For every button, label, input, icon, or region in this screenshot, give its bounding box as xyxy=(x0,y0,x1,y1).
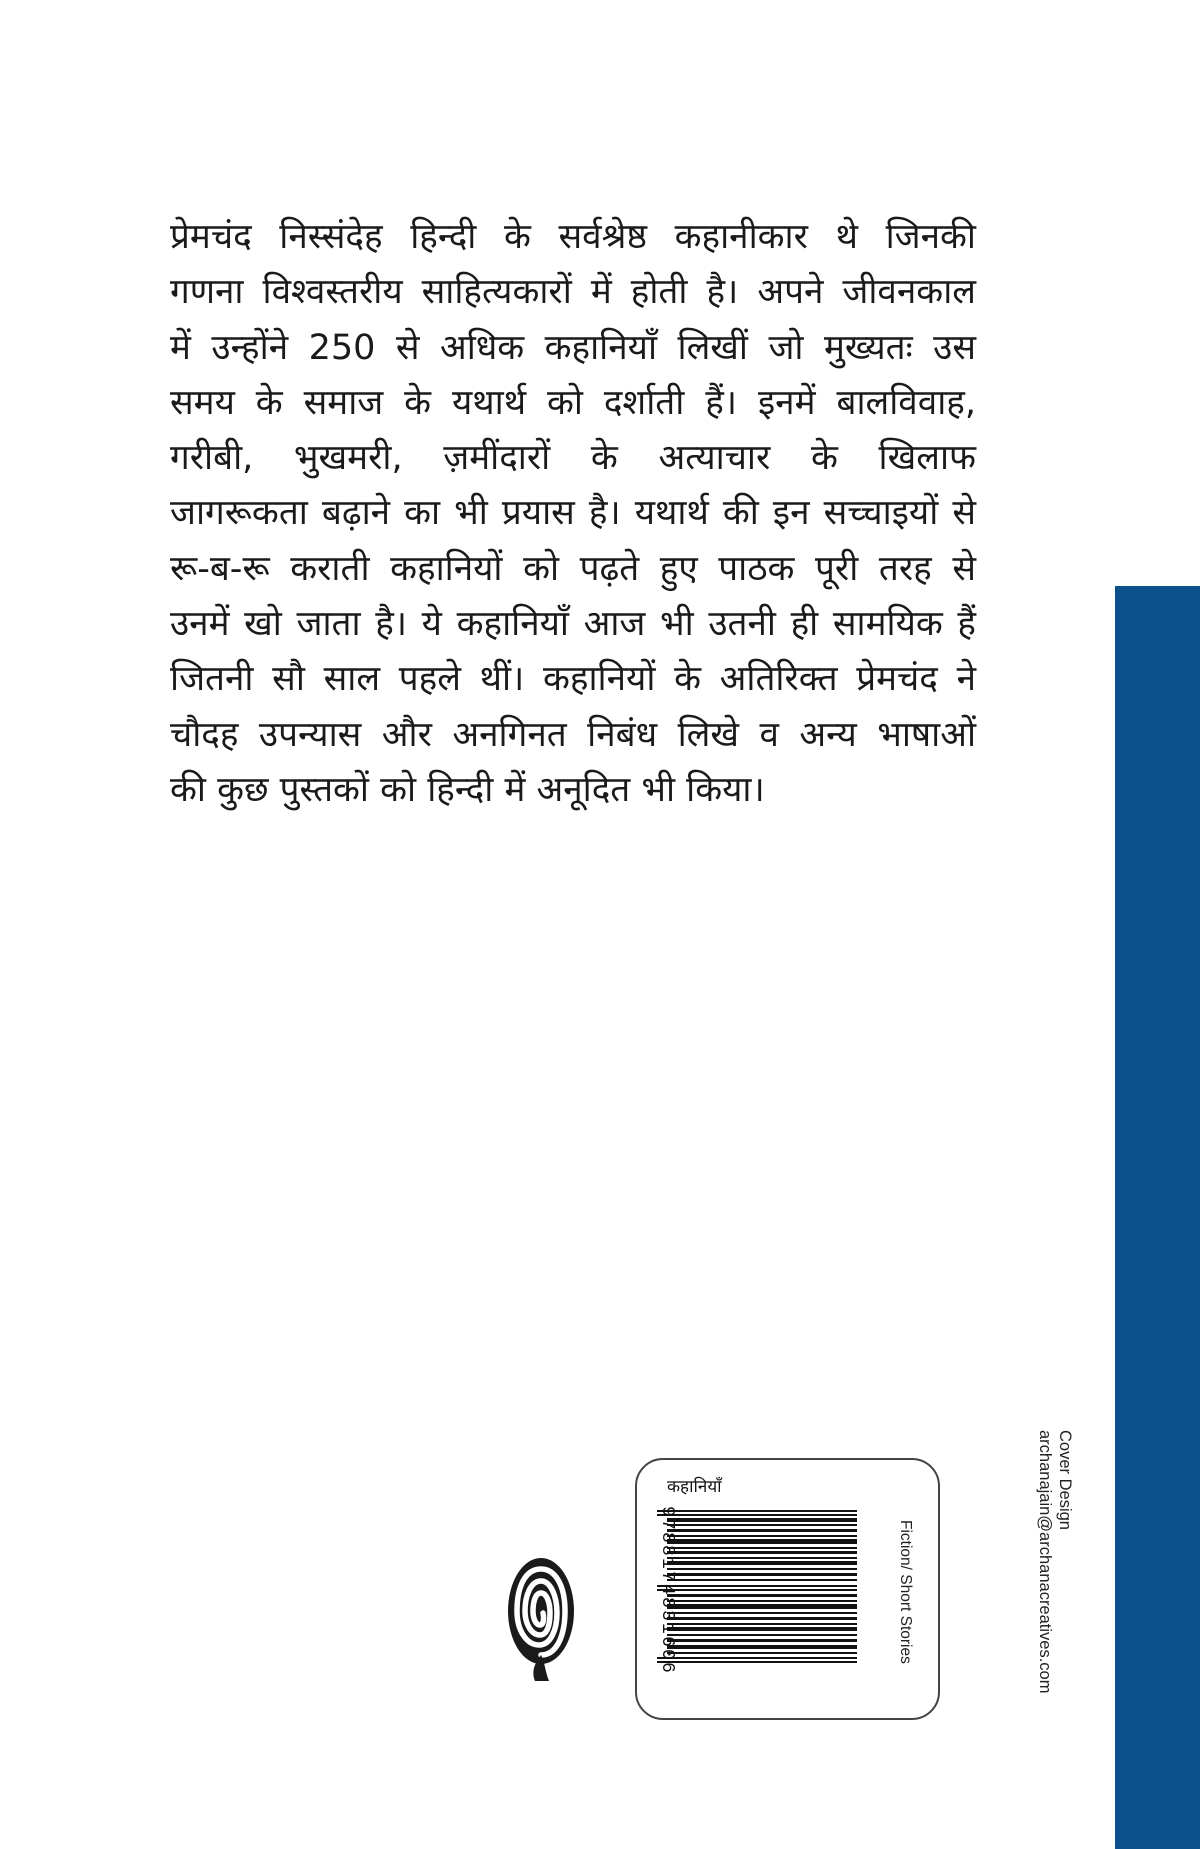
blurb-line: समय के समाज के यथार्थ को दर्शाती हैं। इनमें बालविवाह, xyxy=(170,382,976,423)
blurb-line: उनमें खो जाता है। ये कहानियाँ आज भी उतनी ही सामयिक हैं xyxy=(170,604,976,645)
blurb-line: गणना विश्वस्तरीय साहित्यकारों में होती है। अपने जीवनकाल xyxy=(170,272,976,313)
isbn-digits-text: 9788174831606 xyxy=(657,1506,677,1676)
spine-color-band xyxy=(1115,586,1200,1849)
barcode-category-label: कहानियाँ xyxy=(667,1477,722,1497)
blurb-line: रू-ब-रू कराती कहानियों को पढ़ते हुए पाठक पूरी तरह से xyxy=(170,548,976,589)
isbn-digits xyxy=(657,1506,677,1675)
cover-design-email: archanajain@archanacreatives.com xyxy=(1036,1430,1054,1694)
blurb-line: जितनी सौ साल पहले थीं। कहानियों के अतिरिक्त प्रेमचंद ने xyxy=(170,659,976,700)
blurb-line: प्रेमचंद निस्संदेह हिन्दी के सर्वश्रेष्ठ कहानीकार थे जिनकी xyxy=(170,217,976,257)
blurb-line: में उन्होंने 250 से अधिक कहानियाँ लिखीं जो मुख्यतः उस xyxy=(170,327,976,368)
blurb-paragraph xyxy=(170,210,976,818)
cover-design-label: Cover Design xyxy=(1056,1430,1074,1530)
genre-label: Fiction/ Short Stories xyxy=(897,1520,914,1664)
blurb-line: चौदह उपन्यास और अनगिनत निबंध लिखे व अन्य भाषाओं xyxy=(170,714,976,755)
blurb-line: गरीबी, भुखमरी, ज़मींदारों के अत्याचार के खिलाफ xyxy=(170,438,976,479)
blurb-line: जागरूकता बढ़ाने का भी प्रयास है। यथार्थ की इन सच्चाइयों से xyxy=(170,493,976,534)
cover-design-credit xyxy=(1036,1430,1075,1730)
barcode-panel xyxy=(635,1458,940,1720)
spiral-logo-icon xyxy=(505,1555,577,1683)
blurb-line: की कुछ पुस्तकों को हिन्दी में अनूदित भी किया। xyxy=(170,769,765,810)
